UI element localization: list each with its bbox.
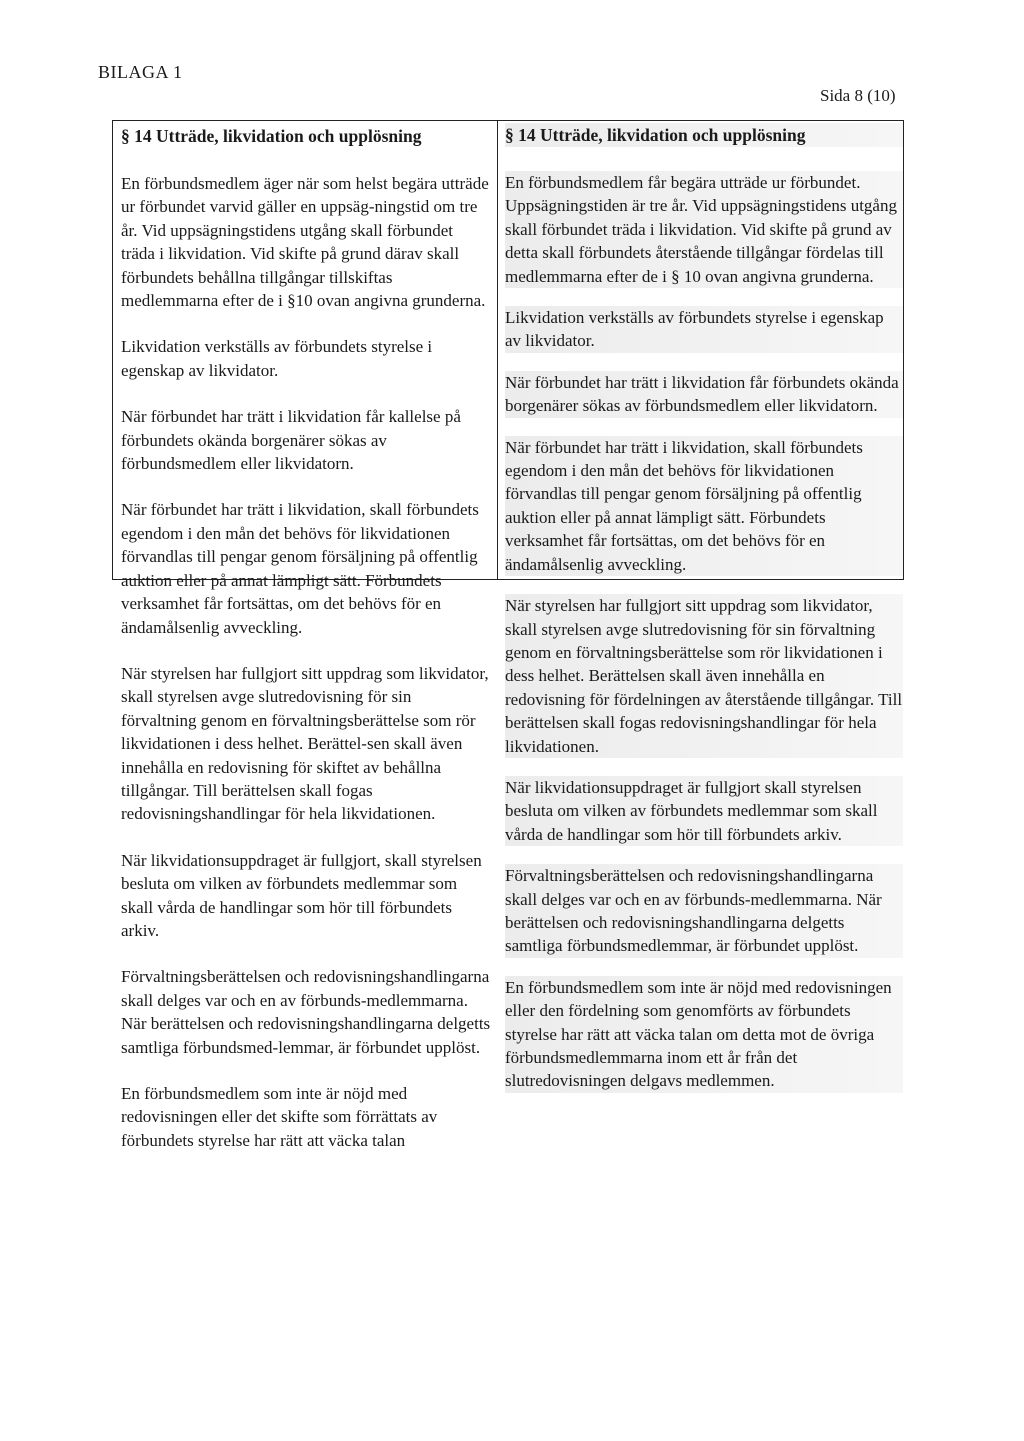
right-paragraph: En förbundsmedlem får begära utträde ur förbundet. Uppsägningstiden är tre år. Vid uppsägningstidens utgång skall förbundet träda i likvidation. Vid skifte på grund av detta skall förbundets återstående tillgångar fördelas till medlemmarna efter de i § 10 ovan angivna grunderna. xyxy=(505,171,903,288)
left-paragraph: En förbundsmedlem som inte är nöjd med redovisningen eller det skifte som förrättats av förbundets styrelse har rätt att väcka talan xyxy=(121,1084,438,1150)
page-number: Sida 8 (10) xyxy=(820,86,896,105)
attachment-label: BILAGA 1 xyxy=(98,62,183,82)
right-paragraph: När likvidationsuppdraget är fullgjort skall styrelsen besluta om vilken av förbundets medlemmar som skall vårda de handlingar som hör till förbundets arkiv. xyxy=(505,776,903,846)
column-proposed-text xyxy=(505,121,903,1091)
left-paragraph: Likvidation verkställs av förbundets styrelse i egenskap av likvidator. xyxy=(121,337,433,380)
left-paragraph: Förvaltningsberättelsen och redovisningshandlingarna skall delges var och en av förbunds-medlemmarna. När berättelsen och redovisningshandlingarna delgetts samtliga förbundsmed-lemmar, är förbundet upplöst. xyxy=(121,967,491,1057)
right-paragraph: Likvidation verkställs av förbundets styrelse i egenskap av likvidator. xyxy=(505,306,903,353)
right-paragraph: När förbundet har trätt i likvidation får förbundets okända borgenärer sökas av förbundsmedlem eller likvidatorn. xyxy=(505,371,903,418)
column-divider xyxy=(497,121,498,579)
right-paragraph: En förbundsmedlem som inte är nöjd med redovisningen eller den fördelning som genomförts av förbundets styrelse har rätt att väcka talan om detta mot de övriga förbundsmedlemmarna inom ett år från det slutredovisningen delgavs medlemmen. xyxy=(505,976,903,1093)
left-paragraph: När förbundet har trätt i likvidation, skall förbundets egendom i den mån det behövs för likvidationen förvandlas till pengar genom försäljning på offentlig auktion eller på annat lämpligt sätt. Förbundets verksamhet får fortsättas, om det behövs för en ändamålsenlig avveckling. xyxy=(121,500,479,637)
right-heading: § 14 Utträde, likvidation och upplösning xyxy=(505,123,903,147)
left-paragraph: När förbundet har trätt i likvidation får kallelse på förbundets okända borgenärer sökas av förbundsmedlem eller likvidatorn. xyxy=(121,407,461,474)
left-heading: § 14 Utträde, likvidation och upplösning xyxy=(121,126,422,146)
comparison-table xyxy=(112,120,904,1150)
left-paragraph: En förbundsmedlem äger när som helst begära utträde ur förbundet varvid gäller en uppsäg-ningstid om tre år. Vid uppsägningstidens utgång skall förbundet träda i likvidation. Vid skifte på grund därav skall förbundets behållna tillgångar tillskiftas medlemmarna efter de i §10 ovan angivna grunderna. xyxy=(121,174,489,311)
left-paragraph: När styrelsen har fullgjort sitt uppdrag som likvidator, skall styrelsen avge slutredovisning för sin förvaltning genom en förvaltningsberättelse som rör likvidationen i dess helhet. Berättel-sen skall även innehålla en redovisning för skiftet av behållna tillgångar. Till berättelsen skall fogas redovisningshandlingar för hela likvidationen. xyxy=(121,663,489,824)
column-current-text xyxy=(121,121,491,1150)
right-paragraph: När förbundet har trätt i likvidation, skall förbundets egendom i den mån det behövs för likvidationen förvandlas till pengar genom försäljning på offentlig auktion eller på annat lämpligt sätt. Förbundets verksamhet får fortsättas, om det behövs för en ändamålsenlig avveckling. xyxy=(505,436,903,576)
left-paragraph: När likvidationsuppdraget är fullgjort, skall styrelsen besluta om vilken av förbundets medlemmar som skall vårda de handlingar som hör till förbundets arkiv. xyxy=(121,850,482,940)
right-paragraph: När styrelsen har fullgjort sitt uppdrag som likvidator, skall styrelsen avge slutredovisning för sin förvaltning genom en förvaltningsberättelse som rör likvidationen i dess helhet. Berättelsen skall även innehålla en redovisning för fördelningen av återstående tillgångar. Till berättelsen skall fogas redovisningshandlingar för hela likvidationen. xyxy=(505,594,903,758)
right-paragraph: Förvaltningsberättelsen och redovisningshandlingarna skall delges var och en av förbunds-medlemmarna. När berättelsen och redovisningshandlingarna delgetts samtliga förbundsmedlemmar, är förbundet upplöst. xyxy=(505,864,903,958)
